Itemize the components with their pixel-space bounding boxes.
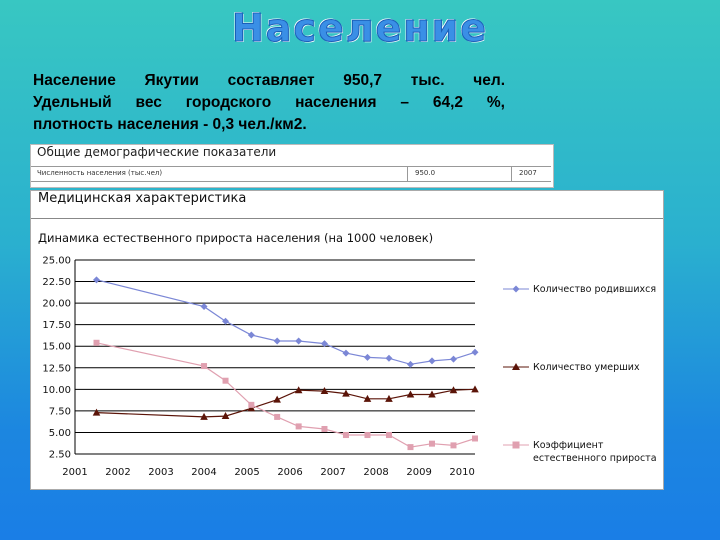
legend-triangle-icon [503, 361, 529, 373]
data-point-growth [429, 441, 435, 447]
legend-diamond-icon [503, 283, 529, 295]
data-point-births [364, 354, 371, 361]
y-tick-label: 17.50 [42, 320, 71, 332]
data-point-growth [274, 414, 280, 420]
population-year-cell: 2007 [519, 169, 537, 177]
population-value-cell: 950.0 [415, 169, 436, 177]
cell-divider [407, 167, 408, 181]
y-tick-label: 2.50 [48, 449, 71, 461]
legend-label-growth: Коэффициент естественного прироста [533, 440, 657, 464]
data-point-growth [94, 340, 100, 346]
population-label-cell: Численность населения (тыс.чел) [37, 169, 163, 177]
data-point-births [472, 349, 479, 356]
demographics-heading: Общие демографические показатели [37, 145, 277, 159]
data-point-births [274, 338, 281, 345]
legend-label-births: Количество родившихся [533, 284, 657, 295]
demographics-table [30, 144, 554, 188]
x-tick-label: 2006 [277, 467, 303, 478]
y-tick-label: 10.00 [42, 384, 71, 396]
legend-square-icon [503, 439, 529, 451]
y-tick-label: 12.50 [42, 363, 71, 375]
x-tick-label: 2003 [148, 467, 174, 478]
intro-line-density: плотность населения - 0,3 чел./км2. [33, 116, 307, 133]
intro-line-population: Население Якутии составляет 950,7 тыс. чел. [33, 72, 505, 89]
data-point-growth [201, 363, 207, 369]
y-tick-label: 7.50 [48, 406, 71, 418]
data-point-growth [364, 432, 370, 438]
data-point-births [93, 276, 100, 283]
data-point-growth [407, 444, 413, 450]
y-tick-label: 5.00 [48, 427, 71, 439]
y-tick-label: 15.00 [42, 341, 71, 353]
legend-label-deaths: Количество умерших [533, 362, 640, 373]
intro-paragraph [33, 70, 505, 136]
x-tick-label: 2005 [234, 467, 260, 478]
data-point-births [385, 355, 392, 362]
y-tick-label: 20.00 [42, 298, 71, 310]
x-tick-label: 2007 [320, 467, 346, 478]
table-row [31, 166, 551, 182]
data-point-growth [343, 432, 349, 438]
data-point-growth [248, 402, 254, 408]
data-point-growth [450, 442, 456, 448]
data-point-births [295, 338, 302, 345]
data-point-growth [386, 432, 392, 438]
x-tick-label: 2001 [62, 467, 88, 478]
data-point-births [428, 357, 435, 364]
medical-panel [30, 190, 664, 490]
series-line-deaths [97, 389, 476, 417]
x-tick-label: 2002 [105, 467, 131, 478]
x-tick-label: 2010 [449, 467, 475, 478]
data-point-growth [321, 426, 327, 432]
slide-title: Население [231, 6, 488, 50]
data-point-births [222, 318, 229, 325]
medical-heading: Медицинская характеристика [38, 191, 247, 206]
data-point-births [248, 332, 255, 339]
data-point-births [407, 361, 414, 368]
y-tick-label: 25.00 [42, 255, 71, 267]
data-point-births [450, 356, 457, 363]
chart-title: Динамика естественного прироста населения (на 1000 человек) [38, 231, 434, 245]
y-tick-label: 22.50 [42, 277, 71, 289]
cell-divider [511, 167, 512, 181]
x-tick-label: 2004 [191, 467, 217, 478]
x-tick-label: 2008 [363, 467, 389, 478]
data-point-growth [223, 378, 229, 384]
data-point-births [342, 350, 349, 357]
data-point-growth [472, 435, 478, 441]
series-line-births [97, 280, 476, 365]
data-point-growth [296, 423, 302, 429]
x-tick-label: 2009 [406, 467, 432, 478]
intro-line-urban-share: Удельный вес городского населения – 64,2 %, [33, 94, 505, 111]
